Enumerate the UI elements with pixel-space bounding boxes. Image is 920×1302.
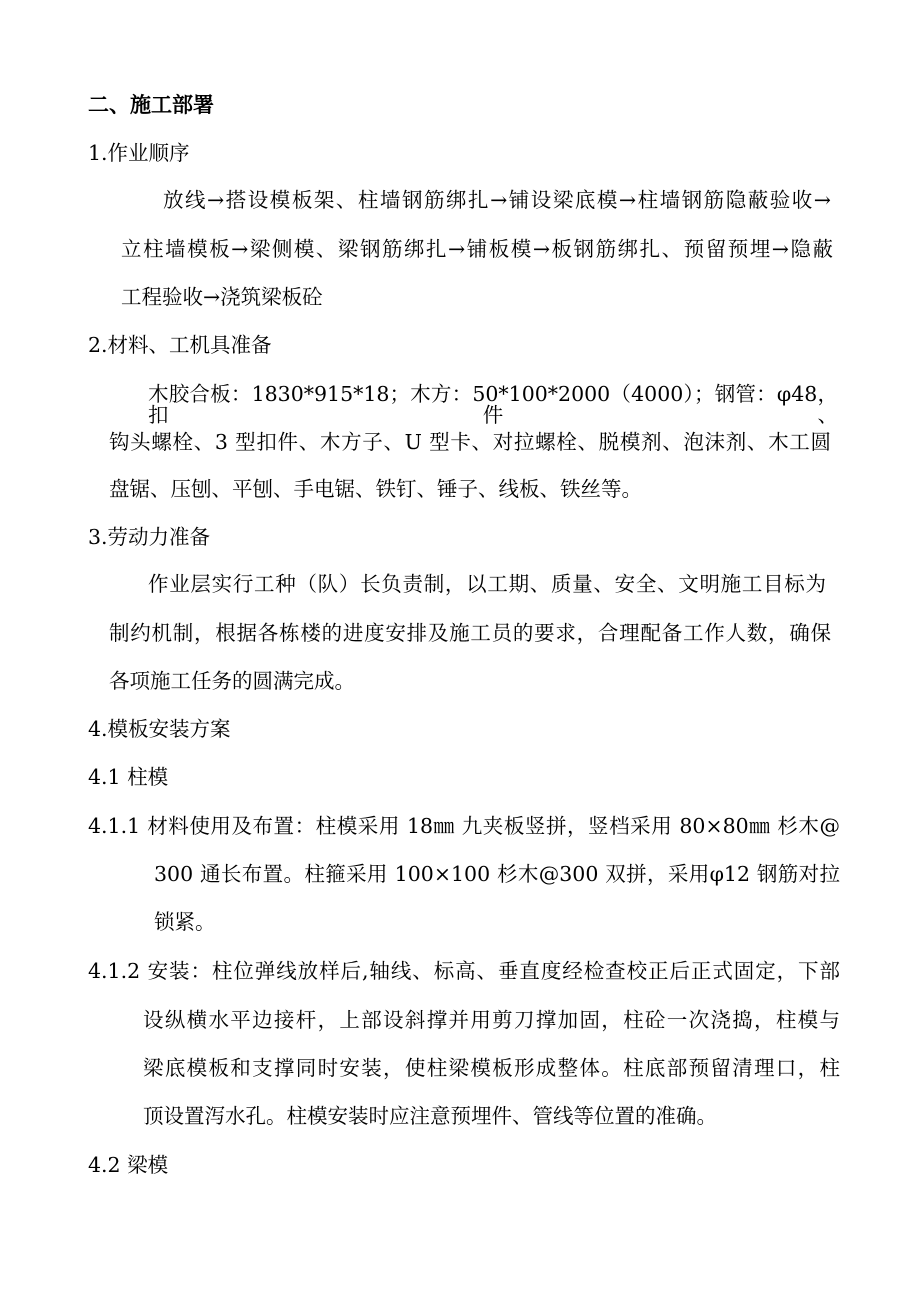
paragraph-line: 放线→搭设模板架、柱墙钢筋绑扎→铺设梁底模→柱墙钢筋隐蔽验收→ [163, 188, 831, 212]
item-heading-work-sequence: 1.作业顺序 [88, 141, 190, 165]
item-heading-column-formwork: 4.1 柱模 [88, 765, 169, 789]
paragraph-line: 作业层实行工种（队）长负责制，以工期、质量、安全、文明施工目标为 [148, 572, 826, 596]
item-heading-4-1-1: 4.1.1 材料使用及布置：柱模采用 18㎜ 九夹板竖拼，竖档采用 80×80㎜ 杉木@ [88, 814, 840, 838]
paragraph-line: 钩头螺栓、3 型扣件、木方子、U 型卡、对拉螺栓、脱模剂、泡沫剂、木工圆 [109, 430, 831, 454]
paragraph-line: 顶设置泻水孔。柱模安装时应注意预埋件、管线等位置的准确。 [143, 1104, 717, 1128]
paragraph-line: 300 通长布置。柱箍采用 100×100 杉木@300 双拼，采用φ12 钢筋对拉 [154, 862, 840, 886]
paragraph-line: 设纵横水平边接杆，上部设斜撑并用剪刀撑加固，柱砼一次浇捣，柱模与 [143, 1008, 840, 1032]
paragraph-line: 木胶合板：1830*915*18；木方：50*100*2000（4000）；钢管：φ48，扣件、 [148, 382, 838, 427]
paragraph-line: 制约机制，根据各栋楼的进度安排及施工员的要求，合理配备工作人数，确保 [109, 621, 831, 645]
section-title: 二、施工部署 [88, 92, 214, 117]
item-heading-beam-formwork: 4.2 梁模 [88, 1153, 169, 1177]
item-heading-formwork-plan: 4.模板安装方案 [88, 717, 231, 741]
item-heading-labor: 3.劳动力准备 [88, 525, 211, 549]
paragraph-line: 各项施工任务的圆满完成。 [109, 669, 355, 693]
paragraph-line: 立柱墙模板→梁侧模、梁钢筋绑扎→铺板模→板钢筋绑扎、预留预埋→隐蔽 [121, 237, 833, 261]
item-heading-4-1-2: 4.1.2 安装：柱位弹线放样后,轴线、标高、垂直度经检查校正后正式固定，下部 [88, 959, 840, 983]
item-heading-materials: 2.材料、工机具准备 [88, 333, 272, 357]
paragraph-line: 盘锯、压刨、平刨、手电锯、铁钉、锤子、线板、铁丝等。 [109, 477, 642, 501]
paragraph-line: 工程验收→浇筑梁板砼 [121, 285, 323, 309]
paragraph-line: 锁紧。 [154, 910, 216, 934]
paragraph-line: 梁底模板和支撑同时安装，使柱梁模板形成整体。柱底部预留清理口，柱 [143, 1056, 840, 1080]
